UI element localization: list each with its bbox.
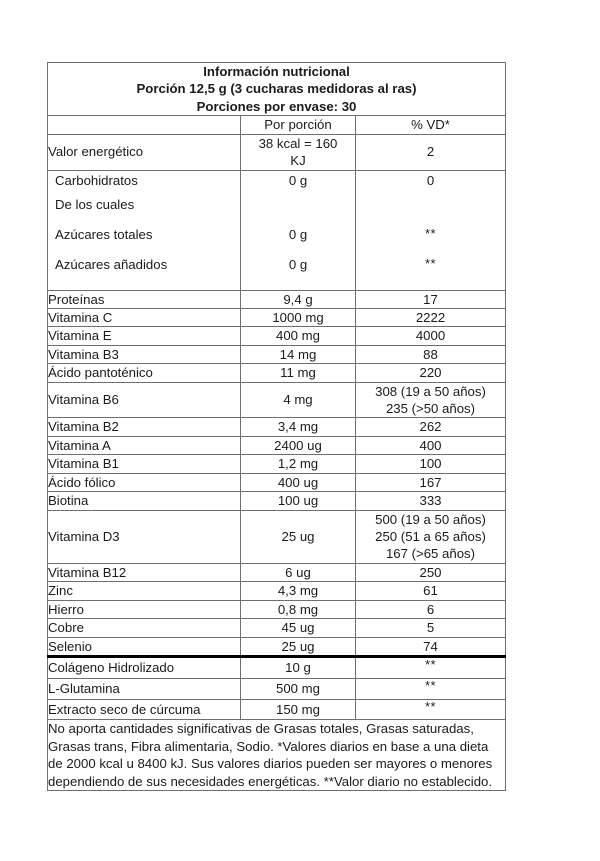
table-row-vitamina-e	[48, 327, 506, 345]
nutrient-amount-vitamina-c: 1000 mg	[241, 308, 356, 326]
energy-amount-line1: 38 kcal = 160	[258, 135, 338, 151]
table-row-vitamina-a	[48, 436, 506, 454]
carbohydrate-dv-lines	[356, 171, 505, 290]
nutrient-amount-l-glutamina: 500 mg	[241, 678, 356, 699]
nutrient-amount-vitamina-b2: 3,4 mg	[241, 418, 356, 436]
nutrient-amount-vitamina-b1: 1,2 mg	[241, 455, 356, 473]
table-row-vitamina-b3	[48, 345, 506, 363]
nutrition-facts-panel	[47, 62, 505, 791]
table-row-proteinas	[48, 290, 506, 308]
label-title-block	[48, 63, 506, 116]
table-row-zinc	[48, 582, 506, 600]
nutrition-facts-table	[47, 62, 506, 791]
nutrient-dv-zinc: 61	[356, 582, 506, 600]
nutrient-dv-vitamina-d3-line-3: 167 (>65 años)	[385, 546, 476, 562]
nutrient-dv-selenio: 74	[356, 637, 506, 656]
nutrient-dv-vitamina-c: 2222	[356, 308, 506, 326]
nutrient-name-vitamina-b12: Vitamina B12	[48, 563, 241, 581]
nutrient-dv-vitamina-b6-line-1: 308 (19 a 50 años)	[375, 383, 486, 399]
nutrient-name-vitamina-c: Vitamina C	[48, 308, 241, 326]
nutrient-amount-vitamina-d3: 25 ug	[241, 510, 356, 563]
title-row	[48, 63, 506, 116]
table-row-acido-folico	[48, 473, 506, 491]
nutrient-dv-vitamina-e: 4000	[356, 327, 506, 345]
nutrient-dv-acido-pantotenico: 220	[356, 364, 506, 382]
nutrient-dv-hierro: 6	[356, 600, 506, 618]
nutrient-amount-vitamina-b3: 14 mg	[241, 345, 356, 363]
nutrient-name-extracto-seco-de-curcuma: Extracto seco de cúrcuma	[48, 699, 241, 720]
footnote-text: No aporta cantidades significativas de Grasas totales, Grasas saturadas, Grasas trans, Fibra alimentaria, Sodio. *Valores diarios en base a una dieta de 2000 kcal u 8400 kJ. Sus valores diarios pueden ser mayores o menores dependiendo de sus necesidades energéticas. **Valor diario no establecido.	[48, 721, 493, 789]
table-row-energy	[48, 134, 506, 170]
table-row-colageno-hidrolizado	[48, 656, 506, 678]
nutrient-amount-vitamina-e: 400 mg	[241, 327, 356, 345]
nutrient-amount-vitamina-a: 2400 ug	[241, 436, 356, 454]
nutrient-name-l-glutamina: L-Glutamina	[48, 678, 241, 699]
no-daily-value-marker: **	[424, 677, 437, 693]
table-row-vitamina-d3	[48, 510, 506, 563]
title-line-serving-size: Porción 12,5 g (3 cucharas medidoras al ras)	[136, 81, 417, 97]
nutrient-name-vitamina-e: Vitamina E	[48, 327, 241, 345]
title-line-servings-per-container: Porciones por envase: 30	[196, 98, 357, 114]
no-daily-value-marker: **	[424, 225, 437, 241]
table-row-vitamina-b2	[48, 418, 506, 436]
nutrient-dv-l-glutamina	[356, 678, 506, 699]
nutrient-amount-acido-pantotenico: 11 mg	[241, 364, 356, 382]
nutrient-dv-cobre: 5	[356, 619, 506, 637]
nutrient-amount-acido-folico: 400 ug	[241, 473, 356, 491]
nutrient-amount-extracto-seco-de-curcuma: 150 mg	[241, 699, 356, 720]
carbohydrate-line-2: De los cuales	[55, 196, 135, 212]
carbohydrate-dv-3	[360, 227, 501, 257]
column-header-row	[48, 116, 506, 134]
carbohydrate-amount-2	[245, 197, 351, 227]
table-row-vitamina-b6	[48, 382, 506, 418]
nutrient-dv-vitamina-b3: 88	[356, 345, 506, 363]
nutrient-name-energy: Valor energético	[48, 134, 241, 170]
carbohydrate-amount-lines	[241, 171, 355, 290]
nutrient-amount-selenio: 25 ug	[241, 637, 356, 656]
carbohydrate-line-1: Carbohidratos	[55, 172, 138, 188]
table-row-hierro	[48, 600, 506, 618]
column-header-nutrient	[48, 116, 241, 134]
nutrient-name-hierro: Hierro	[48, 600, 241, 618]
nutrient-dv-acido-folico: 167	[356, 473, 506, 491]
nutrient-amount-biotina: 100 ug	[241, 492, 356, 510]
footnote-cell	[48, 720, 506, 791]
carbohydrate-amount-4: 0 g	[288, 256, 308, 272]
nutrient-amount-energy	[241, 134, 356, 170]
carbohydrate-dv-cell	[356, 170, 506, 290]
table-row-vitamina-b12	[48, 563, 506, 581]
nutrient-name-vitamina-b1: Vitamina B1	[48, 455, 241, 473]
carbohydrate-names-cell	[48, 170, 241, 290]
table-row-vitamina-c	[48, 308, 506, 326]
title-line-heading: Información nutricional	[203, 64, 350, 79]
nutrient-name-vitamina-b3: Vitamina B3	[48, 345, 241, 363]
carbohydrate-line-4: Azúcares añadidos	[55, 256, 168, 272]
energy-amount-line2: KJ	[290, 153, 306, 169]
nutrient-name-cobre: Cobre	[48, 619, 241, 637]
column-header-per-serving: Por porción	[241, 116, 356, 134]
table-row-biotina	[48, 492, 506, 510]
nutrient-amount-zinc: 4,3 mg	[241, 582, 356, 600]
carbohydrate-line-3: Azúcares totales	[55, 226, 153, 242]
carbohydrate-name-lines	[48, 171, 240, 290]
table-row-acido-pantotenico	[48, 364, 506, 382]
no-daily-value-marker: **	[424, 698, 437, 714]
carbohydrate-dv-1: 0	[426, 172, 435, 188]
nutrient-amount-vitamina-b6: 4 mg	[241, 382, 356, 418]
no-daily-value-marker: **	[424, 656, 437, 672]
nutrition-table-body	[48, 63, 506, 791]
nutrient-name-colageno-hidrolizado: Colágeno Hidrolizado	[48, 656, 241, 678]
nutrient-name-vitamina-d3: Vitamina D3	[48, 510, 241, 563]
table-row-cobre	[48, 619, 506, 637]
nutrient-dv-proteinas: 17	[356, 290, 506, 308]
nutrient-name-vitamina-b2: Vitamina B2	[48, 418, 241, 436]
nutrient-name-vitamina-b6: Vitamina B6	[48, 382, 241, 418]
nutrient-dv-vitamina-b2: 262	[356, 418, 506, 436]
nutrient-amount-vitamina-b12: 6 ug	[241, 563, 356, 581]
nutrient-amount-colageno-hidrolizado: 10 g	[241, 656, 356, 678]
nutrient-name-proteinas: Proteínas	[48, 290, 241, 308]
table-row-extracto-seco-de-curcuma	[48, 699, 506, 720]
nutrient-name-biotina: Biotina	[48, 492, 241, 510]
nutrient-dv-vitamina-b12: 250	[356, 563, 506, 581]
nutrient-dv-colageno-hidrolizado	[356, 656, 506, 678]
nutrient-dv-vitamina-a: 400	[356, 436, 506, 454]
nutrient-amount-cobre: 45 ug	[241, 619, 356, 637]
nutrient-dv-vitamina-d3	[356, 510, 506, 563]
nutrient-dv-vitamina-d3-line-1: 500 (19 a 50 años)	[375, 511, 486, 527]
nutrient-name-vitamina-a: Vitamina A	[48, 436, 241, 454]
nutrient-dv-vitamina-b6-line-2: 235 (>50 años)	[385, 401, 476, 417]
table-row-carbohydrates	[48, 170, 506, 290]
nutrient-dv-extracto-seco-de-curcuma	[356, 699, 506, 720]
nutrient-amount-hierro: 0,8 mg	[241, 600, 356, 618]
carbohydrate-amount-1: 0 g	[288, 172, 308, 188]
carbohydrate-dv-4	[360, 257, 501, 287]
nutrient-amount-proteinas: 9,4 g	[241, 290, 356, 308]
table-row-vitamina-b1	[48, 455, 506, 473]
no-daily-value-marker: **	[424, 255, 437, 271]
nutrient-name-zinc: Zinc	[48, 582, 241, 600]
nutrient-dv-biotina: 333	[356, 492, 506, 510]
nutrient-dv-vitamina-d3-line-2: 250 (51 a 65 años)	[375, 529, 486, 545]
nutrient-name-selenio: Selenio	[48, 637, 241, 656]
footnote-row	[48, 720, 506, 791]
nutrient-name-acido-folico: Ácido fólico	[48, 473, 241, 491]
nutrient-name-acido-pantotenico: Ácido pantoténico	[48, 364, 241, 382]
table-row-l-glutamina	[48, 678, 506, 699]
carbohydrate-dv-2	[360, 197, 501, 227]
nutrient-dv-vitamina-b6	[356, 382, 506, 418]
nutrient-dv-vitamina-b1: 100	[356, 455, 506, 473]
carbohydrate-amount-3: 0 g	[288, 226, 308, 242]
column-header-daily-value: % VD*	[356, 116, 506, 134]
nutrient-dv-energy: 2	[356, 134, 506, 170]
carbohydrate-amounts-cell	[241, 170, 356, 290]
table-row-selenio	[48, 637, 506, 656]
